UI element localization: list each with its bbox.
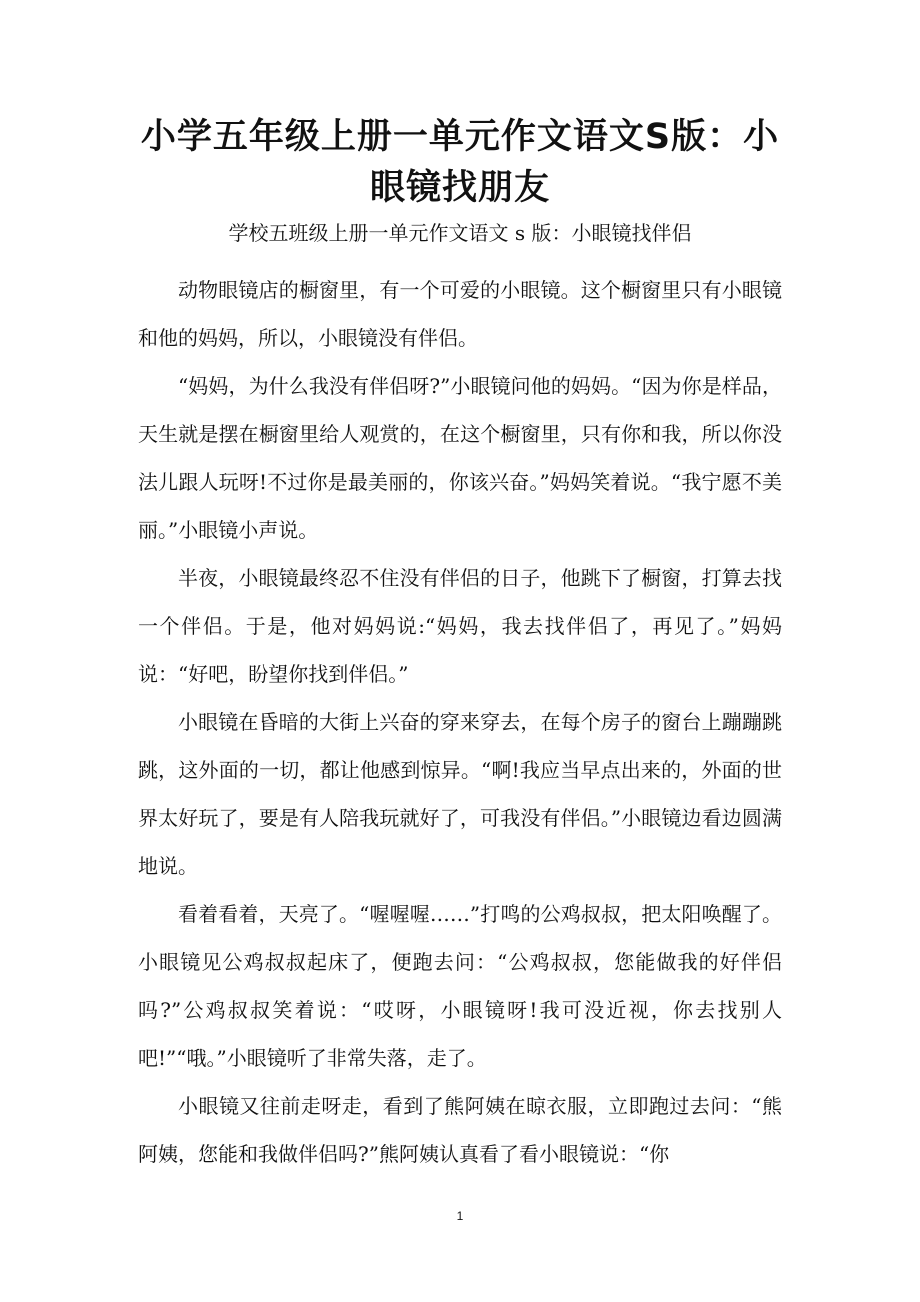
paragraph: 半夜，小眼镜最终忍不住没有伴侣的日子，他跳下了橱窗，打算去找一个伴侣。于是，他对妈妈说:“妈妈，我去找伴侣了，再见了。”妈妈说：“好吧，盼望你找到伴侣。” [138, 566, 782, 686]
page-number: 1 [456, 1209, 464, 1223]
paragraph: “妈妈，为什么我没有伴侣呀?”小眼镜问他的妈妈。“因为你是样品，天生就是摆在橱窗里给人观赏的，在这个橱窗里，只有你和我，所以你没法儿跟人玩呀!不过你是最美丽的，你该兴奋。”妈妈笑着说。“我宁愿不美丽。”小眼镜小声说。 [138, 374, 782, 542]
paragraph: 动物眼镜店的橱窗里，有一个可爱的小眼镜。这个橱窗里只有小眼镜和他的妈妈，所以，小眼镜没有伴侣。 [138, 278, 782, 350]
document-subtitle: 学校五班级上册一单元作文语文 s 版：小眼镜找伴侣 [228, 221, 692, 245]
paragraph: 小眼镜又往前走呀走，看到了熊阿姨在晾衣服，立即跑过去问：“熊阿姨，您能和我做伴侣吗?”熊阿姨认真看了看小眼镜说：“你 [138, 1094, 782, 1166]
document-title: 小学五年级上册一单元作文语文S版：小眼镜找朋友 [140, 117, 780, 208]
paragraph: 小眼镜在昏暗的大街上兴奋的穿来穿去，在每个房子的窗台上蹦蹦跳跳，这外面的一切，都让他感到惊异。“啊!我应当早点出来的，外面的世界太好玩了，要是有人陪我玩就好了，可我没有伴侣。”小眼镜边看边圆满地说。 [138, 710, 782, 878]
document-body [138, 266, 782, 1178]
paragraph: 看着看着，天亮了。“喔喔喔……”打鸣的公鸡叔叔，把太阳唤醒了。小眼镜见公鸡叔叔起床了，便跑去问：“公鸡叔叔，您能做我的好伴侣吗?”公鸡叔叔笑着说：“哎呀，小眼镜呀!我可没近视，你去找别人吧!”“哦。”小眼镜听了非常失落，走了。 [138, 902, 782, 1070]
